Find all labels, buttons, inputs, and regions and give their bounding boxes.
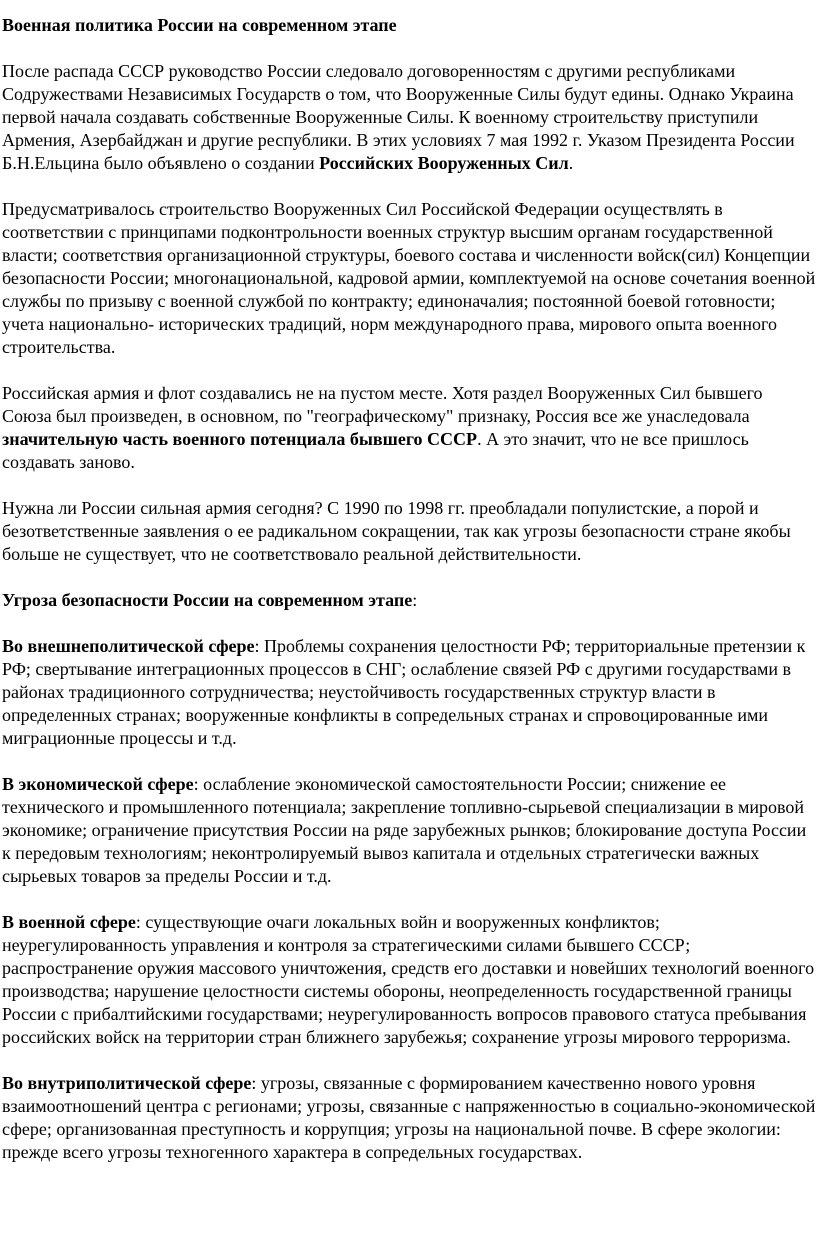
document-title [2, 14, 816, 37]
sphere-text: : Проблемы сохранения целостности РФ; территориальные претензии к РФ; свертывание интеграционных процессов в СНГ; ослабление связей РФ с другими государствами в районах традиционного сотрудничества; неустойчивость государственных структур власти в определенных странах; вооруженные конфликты в сопредельных странах и спровоцированные ими миграционные процессы и т.д. [2, 636, 806, 748]
sphere-text: : существующие очаги локальных войн и вооруженных конфликтов; неурегулированность управления и контроля за стратегическими силами бывшего СССР; распространение оружия массового уничтожения, средств его доставки и новейших технологий военного производства; нарушение целостности системы обороны, неопределенность государственной границы России с прибалтийскими государствами; неурегулированность вопросов правового статуса пребывания российских войск на территории стран ближнего зарубежья; сохранение угрозы мирового терроризма. [2, 912, 815, 1047]
sphere-domestic-policy [2, 1072, 816, 1164]
threats-heading [2, 589, 816, 612]
document-title-text: Военная политика России на современном этапе [2, 15, 397, 35]
paragraph-dissolution [2, 60, 816, 175]
sphere-label: Во внешнеполитической сфере [2, 636, 255, 656]
sphere-label: В экономической сфере [2, 774, 194, 794]
paragraph-text: После распада СССР руководство России следовало договоренностям с другими республиками Содружествами Независимых Государств о том, что Вооруженные Силы будут едины. Однако Украина первой начала создавать собственные Вооруженные Силы. К военному строительству приступили Армения, Азербайджан и другие республики. В этих условиях 7 мая 1992 г. Указом Президента России Б.Н.Ельцина было объявлено о создании [2, 61, 795, 173]
threats-heading-text: Угроза безопасности России на современном этапе [2, 590, 413, 610]
paragraph-principles: Предусматривалось строительство Вооруженных Сил Российской Федерации осуществлять в соответствии с принципами подконтрольности военных структур высшим органам государственной власти; соответствия организационной структуры, боевого состава и численности войск(сил) Концепции безопасности России; многонациональной, кадровой армии, комплектуемой на основе сочетания военной службы по призыву с военной службой по контракту; единоначалия; постоянной боевой готовности; учета национально- исторических традиций, норм международного права, мирового опыта военного строительства. [2, 199, 816, 357]
sphere-label: Во внутриполитической сфере [2, 1073, 252, 1093]
bold-phrase: Российских Вооруженных Сил [319, 153, 569, 173]
sphere-military [2, 911, 816, 1049]
threats-heading-colon: : [412, 590, 418, 610]
sphere-text: : угрозы, связанные с формированием качественно нового уровня взаимоотношений центра с регионами; угрозы, связанные с напряженностью в социально-экономической сфере; организованная преступность и коррупция; угрозы на национальной почве. В сфере экологии: прежде всего угрозы техногенного характера в сопредельных государствах. [2, 1073, 816, 1162]
paragraph-tail: . А это значит, что не все пришлось создавать заново. [2, 429, 749, 472]
bold-phrase: значительную часть военного потенциала бывшего СССР [2, 429, 478, 449]
paragraph-strong-army: Нужна ли России сильная армия сегодня? С 1990 по 1998 гг. преобладали популистские, а порой и безответственные заявления о ее радикальном сокращении, так как угрозы безопасности стране якобы больше не существует, что не соответствовало реальной действительности. [2, 498, 791, 564]
sphere-foreign-policy [2, 635, 816, 750]
sphere-text: : ослабление экономической самостоятельности России; снижение ее технического и промышленного потенциала; закрепление топливно-сырьевой специализации в мировой экономике; ограничение присутствия России на ряде зарубежных рынков; блокирование доступа России к передовым технологиям; неконтролируемый вывоз капитала и отдельных стратегически важных сырьевых товаров за пределы России и т.д. [2, 774, 807, 886]
sphere-economic [2, 773, 816, 888]
paragraph-tail: . [568, 153, 574, 173]
sphere-label: В военной сфере [2, 912, 136, 932]
paragraph-text: Российская армия и флот создавались не на пустом месте. Хотя раздел Вооруженных Сил бывшего Союза был произведен, в основном, по "географическому" признаку, Россия все же унаследовала [2, 383, 763, 426]
paragraph-army-fleet [2, 382, 816, 474]
